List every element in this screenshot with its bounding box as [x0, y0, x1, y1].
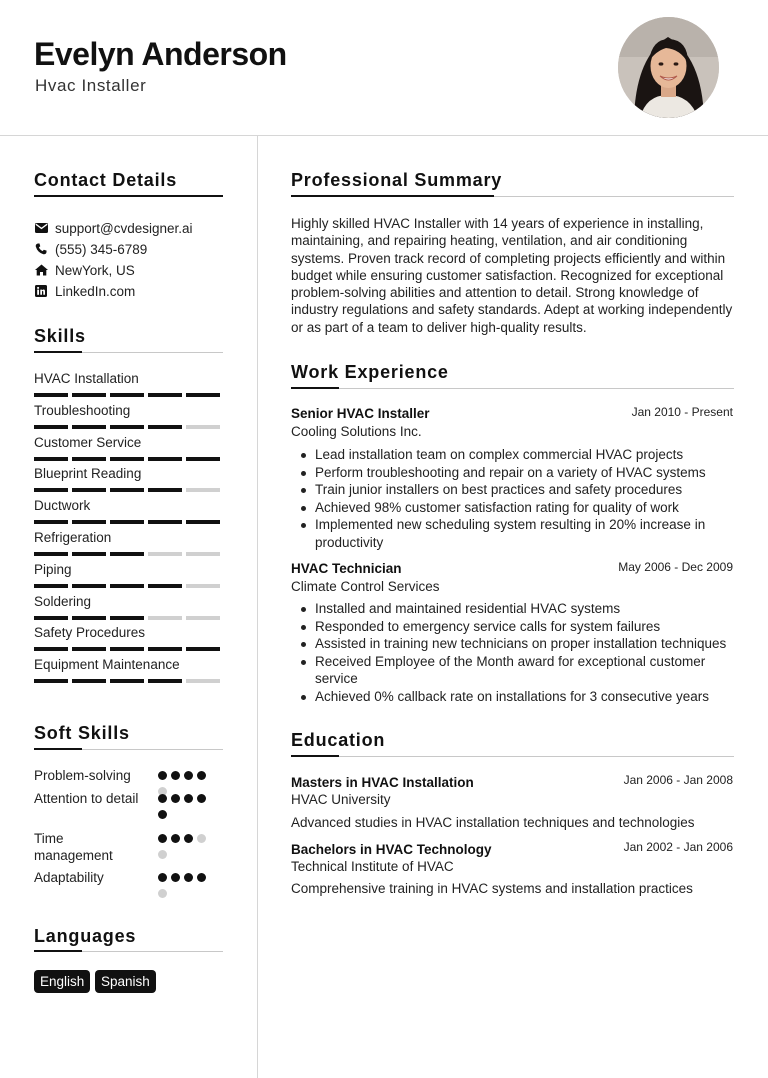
job-bullet: Installed and maintained residential HVAC systems [298, 600, 738, 618]
skill-level-segment [186, 616, 220, 620]
job-bullet: Responded to emergency service calls for system failures [298, 618, 738, 636]
soft-skill-rating [158, 771, 218, 796]
education-heading: Education [291, 730, 386, 750]
degree-dates: Jan 2002 - Jan 2006 [623, 840, 733, 854]
skill-level-segment [72, 393, 106, 397]
skill-level-segment [148, 520, 182, 524]
degree-title: Bachelors in HVAC Technology [291, 842, 492, 857]
soft-skill-dot [184, 794, 193, 803]
soft-skill-name: Problem-solving [34, 768, 131, 783]
soft-skill-rating [158, 873, 218, 898]
degree-description: Advanced studies in HVAC installation techniques and technologies [291, 815, 695, 830]
skill-level-segment [72, 584, 106, 588]
skill-level-segment [148, 647, 182, 651]
skill-name: HVAC Installation [34, 371, 139, 386]
skill-level-bar [34, 520, 220, 524]
skill-level-segment [110, 679, 144, 683]
languages-heading: Languages [34, 926, 137, 946]
profile-photo [618, 17, 719, 118]
soft-skill-dot [184, 873, 193, 882]
skill-level-segment [186, 584, 220, 588]
resume-header [0, 0, 768, 136]
soft-skill-name: Time management [34, 831, 113, 863]
skill-level-segment [148, 552, 182, 556]
job-title: Senior HVAC Installer [291, 406, 430, 421]
soft-skill-dot [197, 873, 206, 882]
contact-heading: Contact Details [34, 170, 178, 190]
skill-level-segment [186, 679, 220, 683]
skill-level-bar [34, 552, 220, 556]
skill-level-bar [34, 425, 220, 429]
skill-level-segment [34, 425, 68, 429]
contact-heading-rule [34, 196, 223, 197]
job-bullets [298, 446, 738, 552]
skill-name: Blueprint Reading [34, 466, 142, 481]
soft-skill-dot [197, 794, 206, 803]
skill-level-bar [34, 647, 220, 651]
soft-skill-name: Attention to detail [34, 791, 139, 806]
phone-icon [34, 242, 48, 256]
job-bullet: Perform troubleshooting and repair on a variety of HVAC systems [298, 464, 738, 482]
skill-level-segment [72, 679, 106, 683]
job-bullets [298, 600, 738, 706]
skill-level-bar [34, 393, 220, 397]
summary-heading: Professional Summary [291, 170, 503, 190]
skills-heading-rule [34, 352, 223, 353]
degree-description: Comprehensive training in HVAC systems and installation practices [291, 881, 693, 896]
skill-level-segment [34, 520, 68, 524]
skill-level-segment [148, 393, 182, 397]
soft-skill-name: Adaptability [34, 870, 104, 885]
skill-level-segment [72, 488, 106, 492]
skill-level-segment [148, 679, 182, 683]
skill-name: Soldering [34, 594, 92, 609]
envelope-icon [34, 221, 48, 235]
skill-level-segment [110, 393, 144, 397]
job-company: Climate Control Services [291, 579, 440, 594]
skill-level-segment [186, 647, 220, 651]
linkedin-icon [34, 284, 48, 298]
skill-level-segment [72, 457, 106, 461]
skill-level-bar [34, 616, 220, 620]
skill-level-segment [110, 520, 144, 524]
candidate-title: Hvac Installer [35, 76, 147, 95]
job-bullet: Achieved 0% callback rate on installations for 3 consecutive years [298, 688, 738, 706]
skill-level-segment [148, 488, 182, 492]
skill-level-segment [34, 552, 68, 556]
contact-email[interactable] [34, 219, 193, 237]
skill-level-segment [110, 488, 144, 492]
skill-level-segment [34, 616, 68, 620]
soft-skills-heading: Soft Skills [34, 723, 130, 743]
experience-heading-rule [291, 388, 734, 389]
skill-level-segment [148, 616, 182, 620]
job-bullet: Achieved 98% customer satisfaction rating for quality of work [298, 499, 738, 517]
skills-heading: Skills [34, 326, 86, 346]
candidate-name: Evelyn Anderson [34, 36, 287, 72]
skill-level-segment [34, 679, 68, 683]
skill-name: Customer Service [34, 435, 142, 450]
contact-linkedin-text: LinkedIn.com [55, 283, 136, 299]
column-divider [257, 136, 258, 1078]
skill-level-segment [72, 425, 106, 429]
contact-phone[interactable] [34, 240, 147, 258]
skill-level-segment [34, 488, 68, 492]
contact-phone-text: (555) 345-6789 [55, 241, 148, 257]
job-bullet: Assisted in training new technicians on proper installation techniques [298, 635, 738, 653]
soft-skill-dot [158, 873, 167, 882]
profile-photo-illustration [618, 17, 719, 118]
soft-skill-dot [197, 771, 206, 780]
skill-level-segment [110, 425, 144, 429]
soft-skill-dot [158, 810, 167, 819]
job-bullet: Implemented new scheduling system resulting in 20% increase in productivity [298, 516, 738, 551]
skill-name: Piping [34, 562, 72, 577]
job-title: HVAC Technician [291, 561, 402, 576]
skill-level-segment [186, 552, 220, 556]
job-dates: Jan 2010 - Present [631, 405, 733, 419]
skill-level-segment [72, 520, 106, 524]
soft-skill-dot [184, 834, 193, 843]
job-bullet: Lead installation team on complex commercial HVAC projects [298, 446, 738, 464]
skill-level-segment [34, 393, 68, 397]
skill-level-segment [186, 488, 220, 492]
skill-name: Troubleshooting [34, 403, 131, 418]
soft-skill-dot [171, 771, 180, 780]
skill-level-segment [72, 616, 106, 620]
skill-level-bar [34, 679, 220, 683]
job-dates: May 2006 - Dec 2009 [618, 560, 733, 574]
skill-level-segment [186, 457, 220, 461]
school-name: HVAC University [291, 792, 391, 807]
contact-location [34, 261, 135, 279]
skill-name: Safety Procedures [34, 625, 146, 640]
soft-skill-dot [158, 834, 167, 843]
skill-level-segment [186, 520, 220, 524]
soft-skill-dot [184, 771, 193, 780]
summary-text: Highly skilled HVAC Installer with 14 years of experience in installing, maintaining, and repairing heating, ventilation, and air conditioning systems. Proven track record of completing projects efficiently and within budget while ensuring customer satisfaction. Recognized for exceptional problem-solving abilities and attention to detail. Strong knowledge of industry regulations and safety standards. Adept at working independently or as part of a team to deliver high-quality results. [291, 216, 733, 335]
soft-skill-dot [158, 850, 167, 859]
skill-level-segment [148, 457, 182, 461]
job-bullet: Train junior installers on best practices and safety procedures [298, 481, 738, 499]
skill-level-segment [148, 425, 182, 429]
skill-level-segment [110, 584, 144, 588]
languages-heading-rule [34, 951, 223, 952]
contact-email-text: support@cvdesigner.ai [55, 220, 193, 236]
skill-level-segment [34, 584, 68, 588]
skill-level-segment [34, 647, 68, 651]
skill-name: Equipment Maintenance [34, 657, 180, 672]
skill-level-segment [110, 552, 144, 556]
soft-skills-heading-rule [34, 749, 223, 750]
skill-name: Refrigeration [34, 530, 112, 545]
soft-skill-dot [158, 889, 167, 898]
skill-level-segment [148, 584, 182, 588]
skill-level-bar [34, 584, 220, 588]
skill-level-segment [110, 647, 144, 651]
soft-skill-dot [171, 834, 180, 843]
degree-title: Masters in HVAC Installation [291, 775, 474, 790]
skill-level-segment [110, 616, 144, 620]
skill-level-segment [72, 647, 106, 651]
job-bullet: Received Employee of the Month award for exceptional customer service [298, 653, 738, 688]
soft-skill-dot [158, 771, 167, 780]
soft-skill-dot [158, 794, 167, 803]
skill-level-segment [186, 425, 220, 429]
language-badge: English [34, 970, 90, 993]
skill-level-bar [34, 457, 220, 461]
contact-linkedin[interactable] [34, 282, 135, 300]
contact-location-text: NewYork, US [55, 262, 135, 278]
soft-skill-rating [158, 834, 218, 859]
soft-skill-rating [158, 794, 218, 819]
experience-heading: Work Experience [291, 362, 449, 382]
skill-level-bar [34, 488, 220, 492]
education-heading-rule [291, 756, 734, 757]
soft-skill-dot [171, 873, 180, 882]
degree-dates: Jan 2006 - Jan 2008 [623, 773, 733, 787]
home-icon [34, 263, 48, 277]
skill-level-segment [34, 457, 68, 461]
job-company: Cooling Solutions Inc. [291, 424, 422, 439]
soft-skill-dot [197, 834, 206, 843]
language-badge: Spanish [95, 970, 156, 993]
skill-name: Ductwork [34, 498, 91, 513]
skill-level-segment [110, 457, 144, 461]
school-name: Technical Institute of HVAC [291, 859, 454, 874]
skill-level-segment [186, 393, 220, 397]
summary-heading-rule [291, 196, 734, 197]
skill-level-segment [72, 552, 106, 556]
soft-skill-dot [171, 794, 180, 803]
